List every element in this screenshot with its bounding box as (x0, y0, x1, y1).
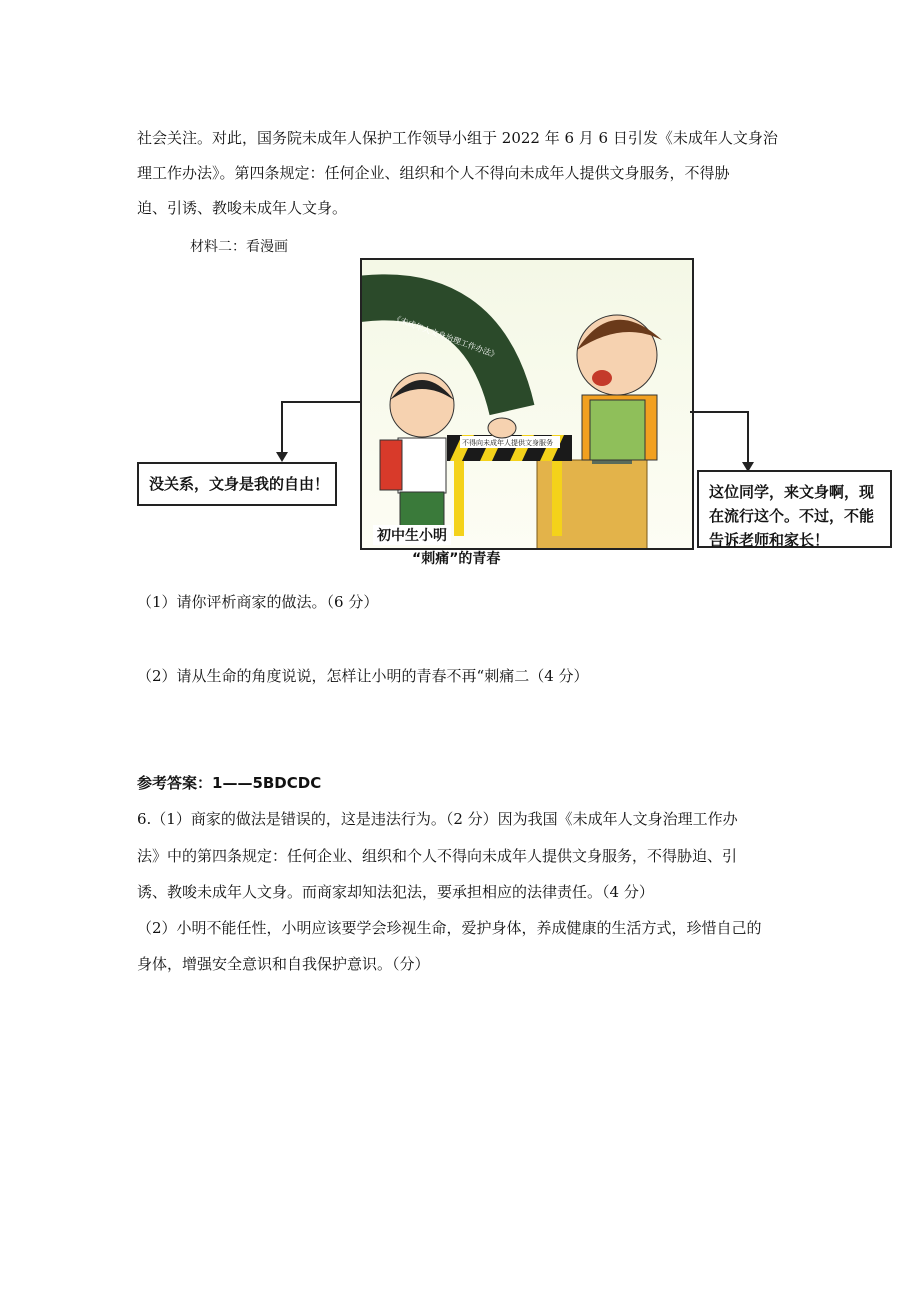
left-arrow-line (282, 402, 361, 458)
answer-1-line-2: 法》中的第四条规定：任何企业、组织和个人不得向未成年人提供文身服务，不得胁迫、引 (137, 847, 738, 865)
student-speech-bubble: 没关系，文身是我的自由！ (137, 462, 337, 506)
answer-1-line-3: 诱、教唆未成年人文身。而商家却知法犯法，要承担相应的法律责任。（4 分） (137, 883, 654, 901)
question-2: （2）请从生命的角度说说，怎样让小明的青春不再“刺痛二（4 分） (137, 667, 589, 685)
answer-2-line-1: （2）小明不能任性，小明应该要学会珍视生命，爱护身体，养成健康的生活方式，珍惜自己的 (137, 919, 762, 937)
shopkeeper-speech-line-1: 这位同学，来文身啊，现 (709, 483, 875, 501)
answers-heading: 参考答案：1——5BDCDC (137, 774, 322, 792)
intro-line-2: 理工作办法》。第四条规定：任何企业、组织和个人不得向未成年人提供文身服务，不得胁 (137, 164, 730, 182)
shopkeeper-speech-bubble (697, 470, 892, 548)
barrier-text: 不得向未成年人提供文身服务 (462, 439, 553, 447)
shopkeeper-speech-line-2: 在流行这个。不过，不能 (709, 507, 875, 525)
left-arrow-head (276, 452, 288, 462)
shopkeeper-speech-line-3: 告诉老师和家长！ (709, 531, 830, 549)
comic-title: “刺痛”的青春 (412, 551, 501, 567)
pipe-text: 《未成年人文身治理工作办法》 (391, 313, 500, 361)
question-1: （1）请你评析商家的做法。（6 分） (137, 593, 379, 611)
intro-line-3: 迫、引诱、教唆未成年人文身。 (137, 199, 348, 217)
material-two-label: 材料二：看漫画 (190, 239, 288, 255)
student-caption: 初中生小明 (373, 525, 451, 545)
answer-1-line-1: 6.（1）商家的做法是错误的，这是违法行为。（2 分）因为我国《未成年人文身治理工作办 (137, 810, 738, 828)
right-arrow-line (690, 412, 748, 468)
answer-2-line-2: 身体，增强安全意识和自我保护意识。（分） (137, 955, 430, 973)
intro-line-1: 社会关注。对此，国务院未成年人保护工作领导小组于 2022 年 6 月 6 日引发《未成年人文身治 (137, 129, 778, 147)
